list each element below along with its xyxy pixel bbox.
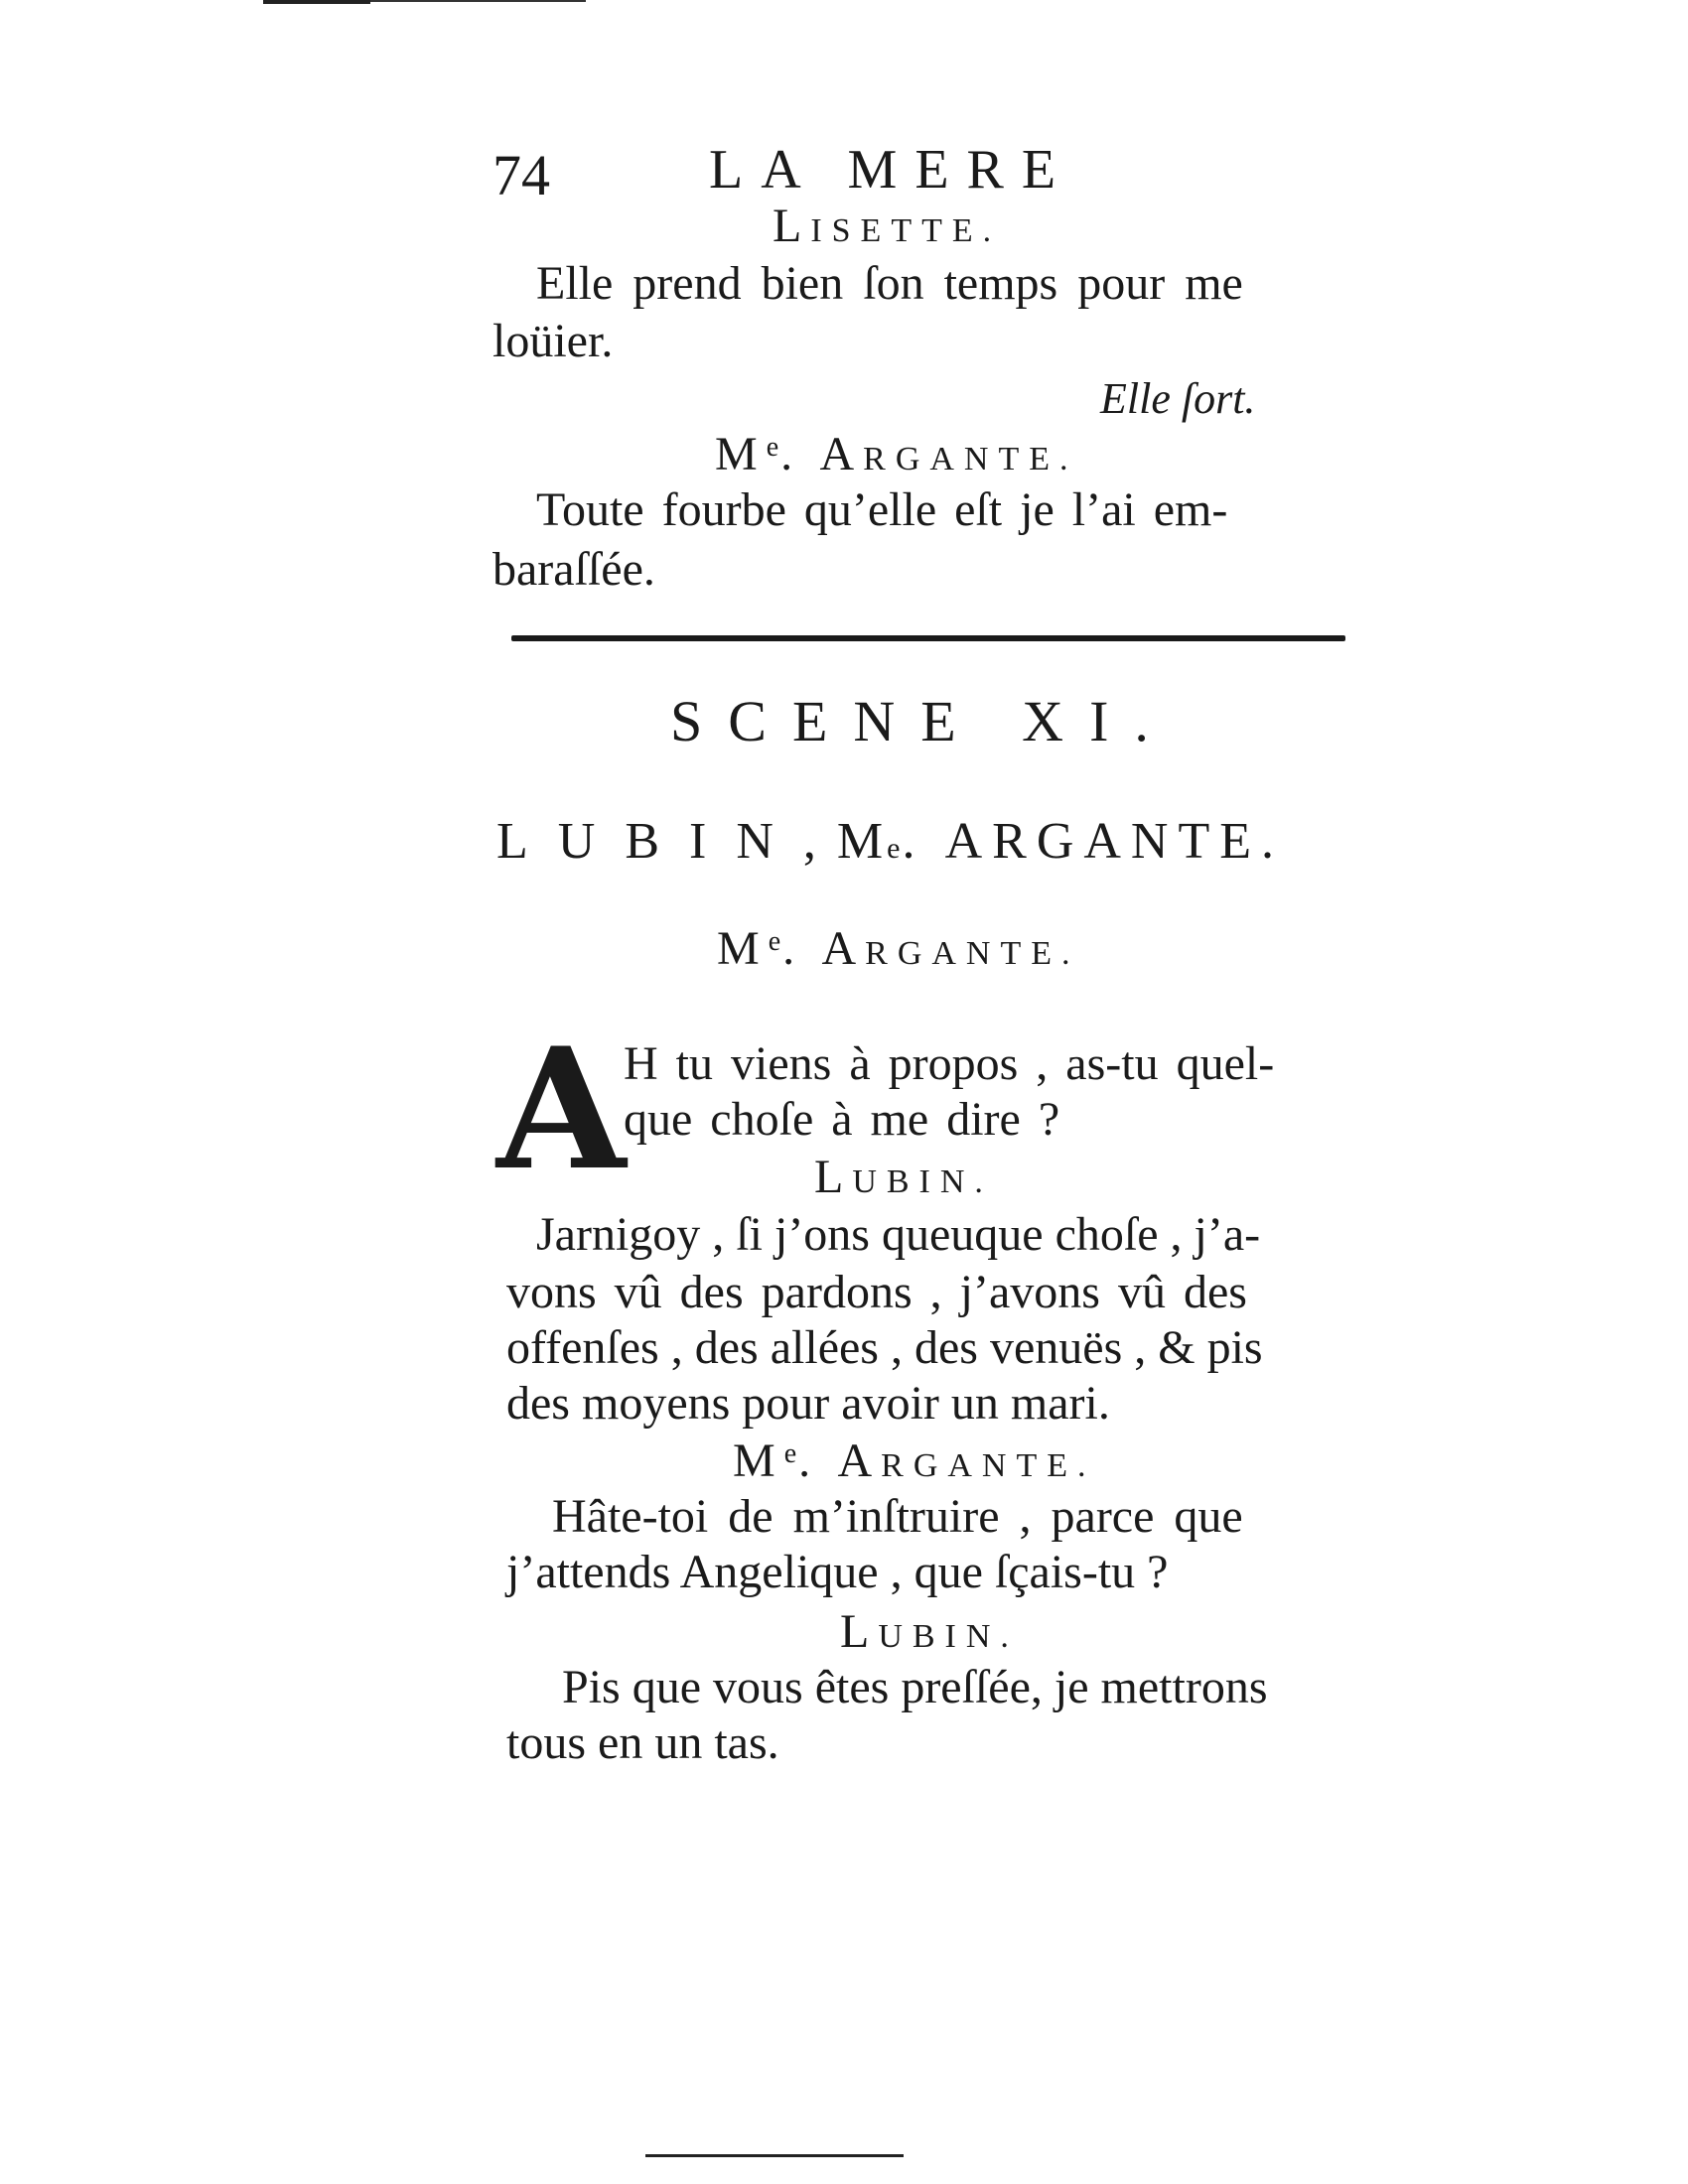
- speaker-argante: [717, 921, 1080, 976]
- speaker-lubin: [814, 1150, 993, 1204]
- speaker-prefix: M: [733, 1434, 784, 1487]
- text-line: tous en un tas.: [506, 1716, 779, 1769]
- scene-divider: [511, 635, 1345, 641]
- speaker-superscript: e: [766, 432, 781, 463]
- speaker-superscript: e: [783, 1438, 799, 1469]
- text-line: Hâte-toi de m’inſtruire , parce que: [552, 1490, 1243, 1543]
- speaker-initial: . A: [782, 922, 866, 975]
- text-line: j’attends Angelique , que ſçais-tu ?: [506, 1546, 1169, 1598]
- bottom-rule: [645, 2154, 904, 2157]
- top-rule-heavy: [263, 0, 370, 4]
- speaker-name: RGANTE.: [865, 935, 1080, 972]
- speaker-initial: L: [840, 1605, 879, 1658]
- character-argante: . ARGANTE.: [902, 813, 1285, 870]
- speaker-initial: . A: [780, 428, 864, 480]
- speaker-initial: L: [814, 1151, 853, 1203]
- text-line: baraſſée.: [492, 543, 655, 596]
- text-line: H tu viens à propos , as-tu quel-: [624, 1037, 1275, 1090]
- drop-cap: A: [496, 1011, 627, 1207]
- speaker-argante: [733, 1433, 1096, 1488]
- speaker-name: RGANTE.: [863, 441, 1078, 478]
- text-line: vons vû des pardons , j’avons vû des: [506, 1266, 1247, 1318]
- speaker-superscript: e: [768, 926, 783, 957]
- text-line: Elle prend bien ſon temps pour me: [536, 257, 1243, 310]
- speaker-lubin: [840, 1604, 1019, 1659]
- speaker-argante: [715, 427, 1078, 481]
- scene-characters: [496, 812, 1284, 871]
- speaker-prefix: M: [717, 922, 769, 975]
- text-line: Pis que vous êtes preſſée, je mettrons: [562, 1661, 1268, 1713]
- character-lubin: LUBIN: [496, 813, 803, 870]
- character-separator: , M: [802, 813, 888, 870]
- text-line: offenſes , des allées , des venuës , & pis: [506, 1321, 1263, 1374]
- page-number: 74: [492, 143, 550, 207]
- running-title: LA MERE: [709, 139, 1074, 201]
- text-line: que choſe à me dire ?: [624, 1093, 1060, 1146]
- speaker-initial: L: [773, 200, 811, 252]
- text-line: loüier.: [492, 315, 614, 367]
- text-line: Toute fourbe qu’elle eſt je l’ai em-: [536, 483, 1228, 536]
- character-superscript: e: [887, 832, 903, 865]
- stage-direction: Elle ſort.: [1100, 374, 1256, 423]
- speaker-name: ISETTE.: [810, 212, 1002, 249]
- speaker-name: UBIN.: [852, 1163, 993, 1200]
- scene-title: SCENE XI.: [670, 689, 1175, 753]
- speaker-name: RGANTE.: [881, 1447, 1096, 1484]
- text-line: des moyens pour avoir un mari.: [506, 1377, 1110, 1430]
- speaker-prefix: M: [715, 428, 767, 480]
- speaker-name: UBIN.: [878, 1618, 1019, 1655]
- speaker-initial: . A: [798, 1434, 882, 1487]
- speaker-lisette: [773, 199, 1001, 253]
- text-line: Jarnigoy , ſi j’ons queuque choſe , j’a-: [536, 1208, 1261, 1261]
